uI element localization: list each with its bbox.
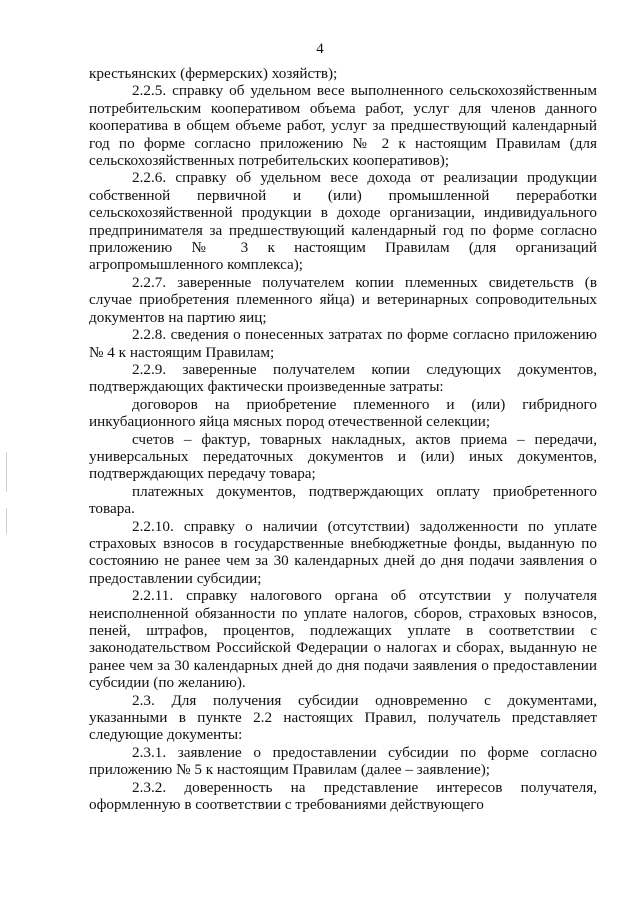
document-body	[89, 65, 597, 813]
paragraph-2-2-10: 2.2.10. справку о наличии (отсутствии) задолженности по уплате страховых взносов в государственные внебюджетные фонды, выданную по состоянию не ранее чем за 30 календарных дней до дня подачи заявления о предоставлении субсидии;	[89, 517, 597, 587]
paragraph-2-3-2: 2.3.2. доверенность на представление интересов получателя, оформленную в соответствии с требованиями действующего	[89, 778, 597, 814]
paragraph-2-2-9: 2.2.9. заверенные получателем копии следующих документов, подтверждающих фактически произведенные затраты:	[89, 360, 597, 396]
page-number: 4	[316, 41, 324, 57]
paragraph-continuation: крестьянских (фермерских) хозяйств);	[89, 65, 338, 82]
paragraph-2-2-7: 2.2.7. заверенные получателем копии племенных свидетельств (в случае приобретения племенного яйца) и ветеринарных сопроводительных документов на партию яиц;	[89, 273, 597, 326]
scan-margin-mark	[6, 452, 7, 492]
paragraph-2-2-8: 2.2.8. сведения о понесенных затратах по форме согласно приложению № 4 к настоящим Правилам;	[89, 326, 597, 361]
paragraph-invoices: счетов – фактур, товарных накладных, актов приема – передачи, универсальных передаточных документов и (или) иных документов, подтверждающих передачу товара;	[89, 430, 597, 483]
paragraph-2-3-1: 2.3.1. заявление о предоставлении субсидии по форме согласно приложению № 5 к настоящим Правилам (далее – заявление);	[89, 743, 597, 779]
paragraph-payments: платежных документов, подтверждающих оплату приобретенного товара.	[89, 482, 597, 518]
paragraph-2-2-5: 2.2.5. справку об удельном весе выполненного сельскохозяйственным потребительским кооперативом объема работ, услуг для членов данного кооператива в общем объеме работ, услуг за предшествующий календарный год по форме согласно приложению № 2 к настоящим Правилам (для сельскохозяйственных потребительских кооперативов);	[89, 82, 597, 170]
paragraph-contracts: договоров на приобретение племенного и (или) гибридного инкубационного яйца мясных пород отечественной селекции;	[89, 395, 597, 431]
paragraph-2-3: 2.3. Для получения субсидии одновременно с документами, указанными в пункте 2.2 настоящих Правил, получатель представляет следующие документы:	[89, 691, 597, 744]
paragraph-2-2-6: 2.2.6. справку об удельном весе дохода от реализации продукции собственной первичной и (или) промышленной переработки сельскохозяйственной продукции в доходе организации, индивидуального предпринимателя за предшествующий календарный год по форме согласно приложению № 3 к настоящим Правилам (для организаций агропромышленного комплекса);	[89, 169, 597, 274]
paragraph-2-2-11: 2.2.11. справку налогового органа об отсутствии у получателя неисполненной обязанности по уплате налогов, сборов, страховых взносов, пеней, штрафов, процентов, подлежащих уплате в соответствии с законодательством Российской Федерации о налогах и сборах, выданную не ранее чем за 30 календарных дней до дня подачи заявления о предоставлении субсидии (по желанию).	[89, 587, 597, 692]
scan-margin-mark	[6, 508, 7, 534]
